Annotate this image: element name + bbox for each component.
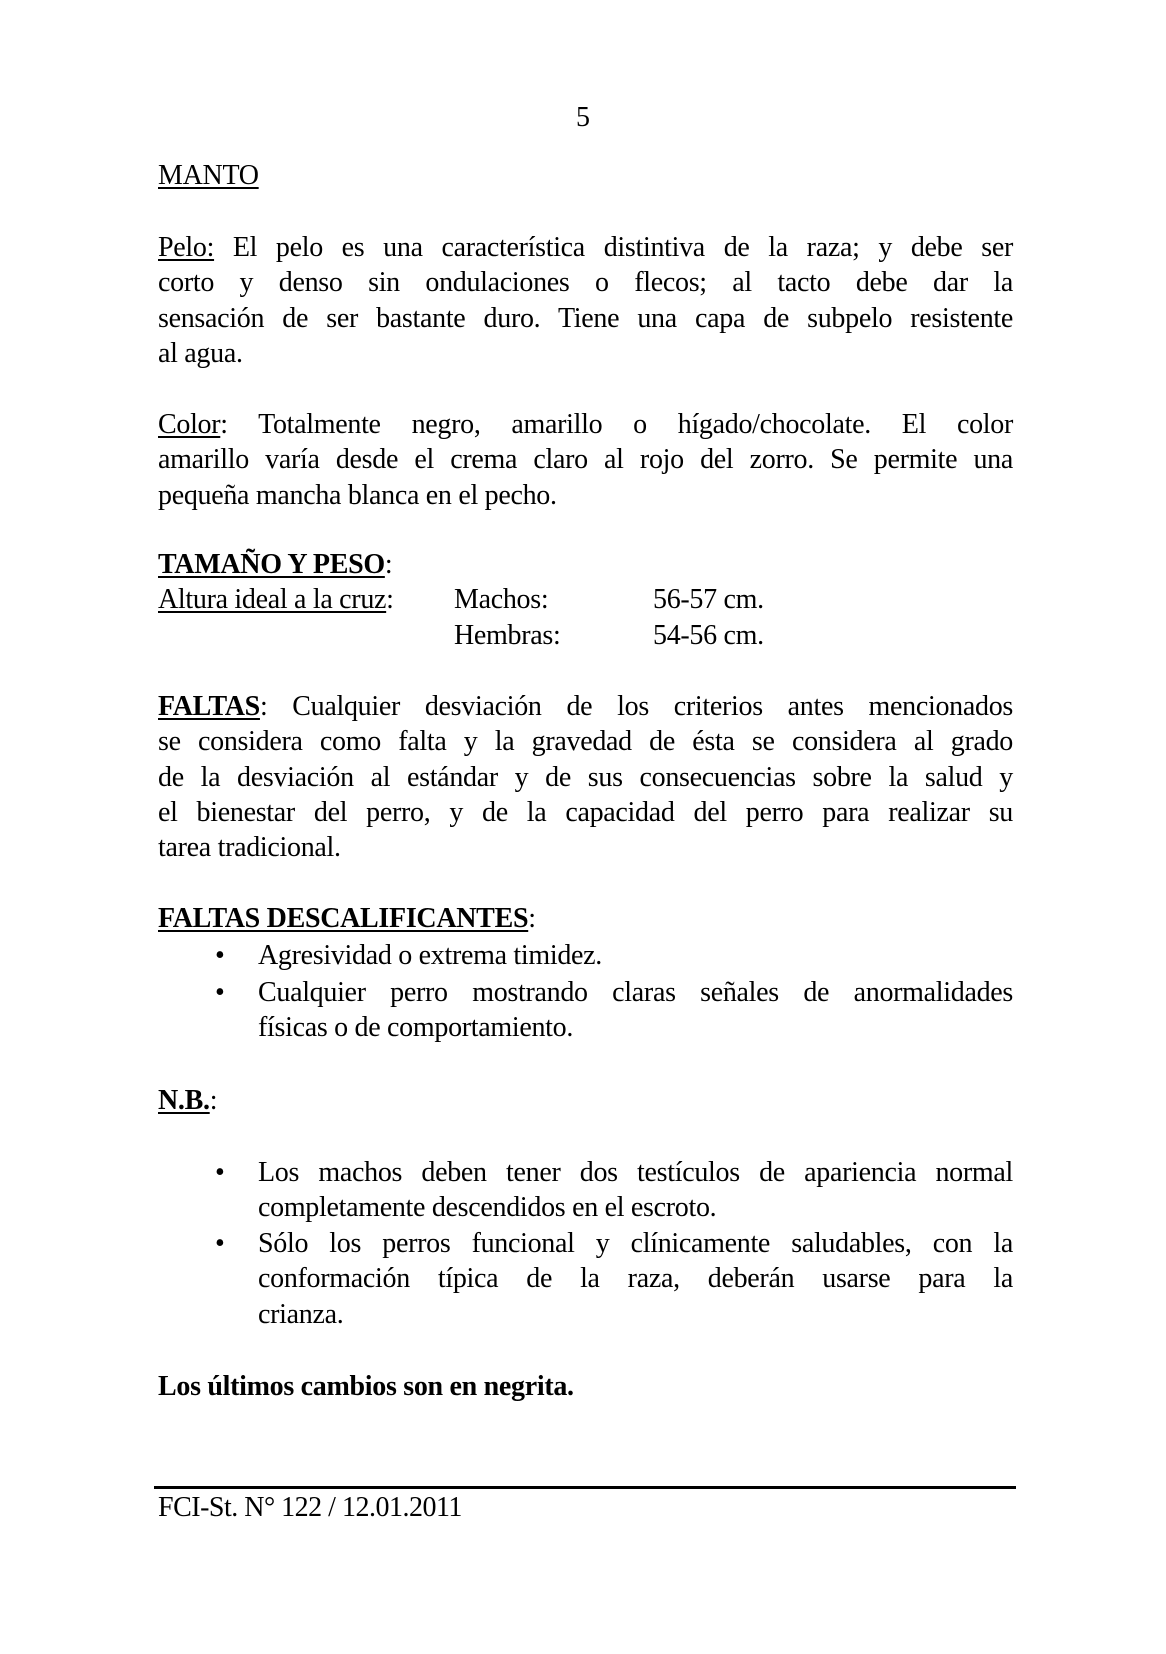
colon: : [386,584,394,615]
text-line: pequeña mancha blanca en el pecho. [158,479,557,511]
faltas-heading: FALTAS [158,691,260,722]
text-line: conformación típica de la raza, deberán usarse para la [258,1263,1013,1295]
text-line: se considera como falta y la gravedad de ésta se considera al grado [158,726,1013,758]
sex-hembras: Hembras: [454,620,561,651]
pelo-label: Pelo: [158,232,215,263]
closing-note: Los últimos cambios son en negrita. [158,1371,574,1402]
text-line: amarillo varía desde el crema claro al rojo del zorro. Se permite una [158,444,1013,476]
height-label: Altura ideal a la cruz [158,584,387,615]
text-line: Agresividad o extrema timidez. [258,940,602,971]
text-line: Sólo los perros funcional y clínicamente saludables, con la [258,1228,1013,1259]
bullet-icon: • [215,1228,225,1259]
section-disqualifying [158,901,1013,1051]
list-item [258,1226,1013,1332]
text-line: El pelo es una característica distintiva de la raza; y debe ser [214,232,1013,263]
bullet-icon: • [215,1157,225,1188]
list-item [258,1155,1013,1226]
text-line: crianza. [258,1298,344,1330]
section-heading-manto [158,158,1013,193]
section-nb [158,1083,1013,1343]
height-machos: 56-57 cm. [653,584,764,615]
colon: : [384,549,393,580]
text-line: corto y denso sin ondulaciones o flecos; al tacto debe dar la [158,267,1013,299]
bullet-icon: • [215,940,225,971]
nb-heading: N.B. [158,1085,210,1116]
text-line: el bienestar del perro, y de la capacidad del perro para realizar su [158,796,1013,828]
color-label: Color [158,409,221,440]
disqualifying-heading: FALTAS DESCALIFICANTES [158,903,529,934]
footer-divider [154,1486,1016,1489]
text-line: : Cualquier desviación de los criterios antes mencionados [259,691,1013,722]
paragraph-faltas [158,689,1013,865]
text-line: al agua. [158,337,243,369]
sex-machos: Machos: [454,584,549,615]
paragraph-pelo [158,230,1013,371]
text-line: completamente descendidos en el escroto. [258,1192,717,1224]
section-size [158,547,1013,653]
footer-reference: FCI-St. N° 122 / 12.01.2011 [158,1492,462,1523]
paragraph-color [158,407,1013,513]
text-line: Los machos deben tener dos testículos de apariencia normal [258,1157,1013,1188]
colon: : [209,1085,218,1116]
colon: : [528,903,536,934]
list-item [258,975,1013,1046]
list-item [258,938,1013,973]
heading-text: MANTO [158,160,259,191]
text-line: : Totalmente negro, amarillo o hígado/chocolate. El color [220,409,1013,440]
text-line: sensación de ser bastante duro. Tiene una capa de subpelo resistente [158,302,1013,334]
page-number: 5 [576,102,590,133]
text-line: de la desviación al estándar y de sus consecuencias sobre la salud y [158,761,1013,793]
size-heading: TAMAÑO Y PESO [158,549,385,580]
text-line: físicas o de comportamiento. [258,1012,574,1044]
height-hembras: 54-56 cm. [653,620,764,651]
bullet-icon: • [215,977,225,1008]
text-line: Cualquier perro mostrando claras señales de anormalidades [258,977,1013,1008]
text-line: tarea tradicional. [158,832,341,864]
